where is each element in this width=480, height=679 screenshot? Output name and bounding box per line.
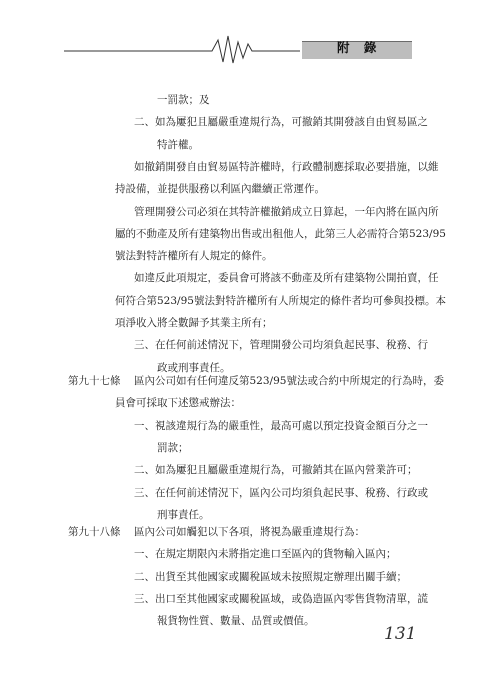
article-heading: 第九十七條 xyxy=(68,375,121,387)
body-line: 一、在規定期限內未將指定進口至區內的貨物輸入區內； xyxy=(134,548,397,561)
body-line: 區內公司如有任何違反第523/95號法或合約中所規定的行為時，委 xyxy=(134,375,444,387)
body-line: 何符合第523/95號法對特許權所有人所規定的條件者均可參與投標。本 xyxy=(115,294,446,307)
body-line: 政或刑事責任。 xyxy=(157,361,231,374)
body-line: 二、出貨至其他國家或關稅區域未按照規定辦理出關手續； xyxy=(134,570,407,583)
body-line: 項淨收入將全數歸予其業主所有； xyxy=(115,317,273,329)
body-line: 罰款； xyxy=(157,441,189,454)
body-line: 屬的不動產及所有建築物出售或出租他人，此第三人必需符合第523/95 xyxy=(115,227,446,240)
body-line: 刑事責任。 xyxy=(157,508,210,521)
body-line: 如違反此項規定，委員會可將該不動產及所有建築物公開拍賣，任 xyxy=(134,272,439,285)
body-line: 二、如為屢犯且屬嚴重違規行為，可撤銷其在區內營業許可； xyxy=(134,464,418,477)
page-header xyxy=(0,30,480,66)
body-line: 號法對特許權所有人規定的條件。 xyxy=(115,250,273,263)
body-line: 一、視該違規行為的嚴重性，最高可處以預定投資金額百分之一 xyxy=(134,419,428,432)
header-label: 附 錄 xyxy=(337,40,382,55)
body-line: 一罰款；及 xyxy=(157,94,210,106)
body-line: 三、在任何前述情況下，區內公司均須負起民事、稅務、行政或 xyxy=(134,486,428,499)
body-line: 三、在任何前述情況下，管理開發公司均須負起民事、稅務、行 xyxy=(134,339,428,352)
body-line: 員會可採取下述懲戒辦法： xyxy=(115,397,241,410)
body-line: 如撤銷開發自由貿易區特許權時，行政體制應採取必要措施，以維 xyxy=(134,160,439,173)
body-line: 管理開發公司必須在其特許權撤銷成立日算起，一年內將在區內所 xyxy=(134,205,439,218)
body-line: 二、如為屢犯且屬嚴重違規行為，可撤銷其開發該自由貿易區之 xyxy=(134,116,428,129)
body-line: 持設備，並提供服務以利區內繼續正常運作。 xyxy=(115,183,325,196)
body-line: 特許權。 xyxy=(157,138,199,151)
article-heading: 第九十八條 xyxy=(68,526,121,538)
page-number: 131 xyxy=(384,624,417,644)
body-line: 報貨物性質、數量、品質或價值。 xyxy=(157,615,315,628)
body-line: 三、出口至其他國家或關稅區域，或偽造區內零售貨物清單，謊 xyxy=(134,592,428,605)
body-line: 區內公司如觸犯以下各項，將視為嚴重違規行為： xyxy=(134,526,365,538)
